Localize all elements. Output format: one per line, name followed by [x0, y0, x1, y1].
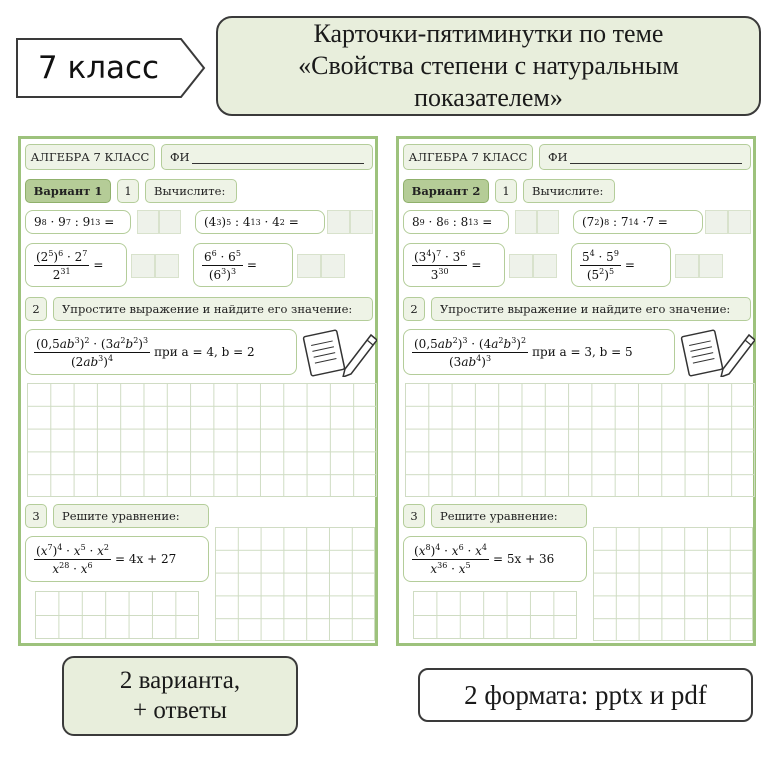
task2-expr: $\frac{(0,5ab^2)^3 \cdot (4a^2b^3)^2}{(3ab^4)^3}$ при a = 3, b = 5 [403, 329, 675, 375]
answer-box-d[interactable] [297, 254, 345, 278]
title-line-1: Карточки-пятиминутки по теме [313, 19, 664, 48]
answer-box-c[interactable] [509, 254, 557, 278]
title-box [216, 16, 761, 116]
name-line [570, 151, 742, 164]
answer-box-d[interactable] [675, 254, 723, 278]
task2-label: Упростите выражение и найдите его значение: [431, 297, 751, 321]
name-line [192, 151, 364, 164]
variants-line-2: + ответы [133, 697, 227, 724]
answer-grid-task3-left[interactable] [35, 591, 199, 639]
variant-badge: Вариант 1 [25, 179, 111, 203]
task1-expr-a: 8 9 · 8 6 : 8 13 = [403, 210, 509, 234]
task2-condition: при a = 4, b = 2 [154, 345, 255, 359]
answer-box-b[interactable] [705, 210, 751, 234]
task2-number: 2 [403, 297, 425, 321]
answer-box-c[interactable] [131, 254, 179, 278]
subject-label: АЛГЕБРА 7 КЛАСС [403, 144, 533, 170]
answer-grid-task3-right[interactable] [215, 527, 375, 641]
task1-label: Вычислите: [523, 179, 615, 203]
answer-grid-task3-left[interactable] [413, 591, 577, 639]
name-field[interactable] [539, 144, 751, 170]
task1-expr-c: $\frac{(2^5)^6 \cdot 2^7}{2^{31}}$ = [25, 243, 127, 287]
task3-number: 3 [403, 504, 425, 528]
answer-box-a[interactable] [137, 210, 181, 234]
answer-box-a[interactable] [515, 210, 559, 234]
variants-line-1: 2 варианта, [119, 667, 241, 694]
name-field[interactable] [161, 144, 373, 170]
notebook-pencil-icon [679, 325, 755, 377]
task3-label: Решите уравнение: [431, 504, 587, 528]
grade-tag [16, 38, 206, 98]
task1-expr-b: (4 3 ) 5 : 4 13 · 4 2 = [195, 210, 325, 234]
formats-note: 2 формата: pptx и pdf [418, 668, 753, 722]
task3-expr: $\frac{(x^7)^4 \cdot x^5 \cdot x^2}{x^{28} \cdot x^6}$ = 4x + 27 [25, 536, 209, 582]
task2-number: 2 [25, 297, 47, 321]
answer-grid-task2[interactable] [27, 383, 377, 497]
answer-box-b[interactable] [327, 210, 373, 234]
title-line-3: показателем» [414, 83, 563, 112]
task1-number: 1 [117, 179, 139, 203]
task1-expr-d: $\frac{6^6 \cdot 6^5}{(6^3)^3}$ = [193, 243, 293, 287]
task3-number: 3 [25, 504, 47, 528]
variants-note [62, 656, 298, 736]
answer-grid-task3-right[interactable] [593, 527, 753, 641]
task2-expr: $\frac{(0,5ab^3)^2 \cdot (3a^2b^2)^3}{(2ab^3)^4}$ при a = 4, b = 2 [25, 329, 297, 375]
task2-label: Упростите выражение и найдите его значение: [53, 297, 373, 321]
task1-expr-d: $\frac{5^4 \cdot 5^9}{(5^2)^5}$ = [571, 243, 671, 287]
answer-grid-task2[interactable] [405, 383, 755, 497]
title-line-2: «Свойства степени с натуральным [298, 51, 679, 80]
card-variant-2 [396, 136, 756, 646]
task1-expr-c: $\frac{(3^4)^7 \cdot 3^6}{3^{30}}$ = [403, 243, 505, 287]
card-variant-1 [18, 136, 378, 646]
task3-rhs: = 4x + 27 [115, 552, 177, 566]
task3-label: Решите уравнение: [53, 504, 209, 528]
task2-condition: при a = 3, b = 5 [532, 345, 633, 359]
name-label: ФИ [548, 150, 568, 164]
task1-expr-b: (7 2 ) 8 : 7 14 ·7 = [573, 210, 703, 234]
grade-label: 7 класс [37, 50, 160, 86]
task1-number: 1 [495, 179, 517, 203]
task1-label: Вычислите: [145, 179, 237, 203]
subject-label: АЛГЕБРА 7 КЛАСС [25, 144, 155, 170]
task3-expr: $\frac{(x^8)^4 \cdot x^6 \cdot x^4}{x^{36} \cdot x^5}$ = 5x + 36 [403, 536, 587, 582]
notebook-pencil-icon [301, 325, 377, 377]
name-label: ФИ [170, 150, 190, 164]
task3-rhs: = 5x + 36 [493, 552, 555, 566]
task1-expr-a: 9 8 · 9 7 : 9 13 = [25, 210, 131, 234]
variant-badge: Вариант 2 [403, 179, 489, 203]
